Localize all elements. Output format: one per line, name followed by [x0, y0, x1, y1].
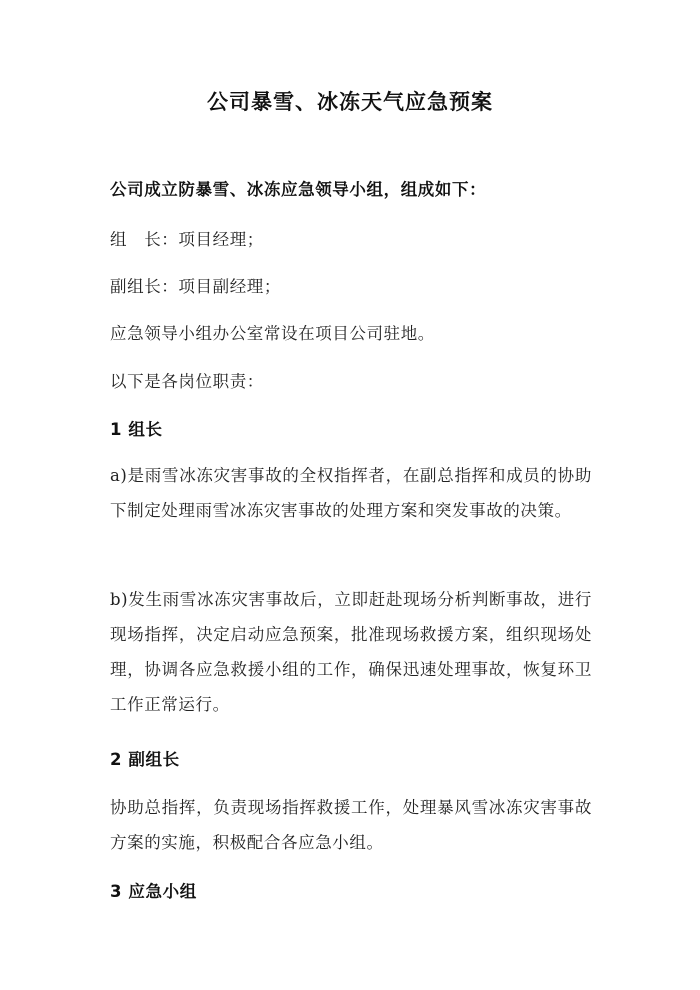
deputy-leader-line: 副组长：项目副经理；	[110, 277, 281, 296]
deputy-duty: 协助总指挥，负责现场指挥救援工作，处理暴风雪冰冻灾害事故方案的实施，积极配合各应急小组。	[110, 798, 592, 852]
section-heading-leader: 1 组长	[110, 420, 163, 439]
leader-line: 组 长：项目经理；	[110, 230, 264, 249]
office-location-line: 应急领导小组办公室常设在项目公司驻地。	[110, 324, 435, 343]
section-heading-emergency-team: 3 应急小组	[110, 882, 197, 901]
section-heading-deputy: 2 副组长	[110, 750, 180, 769]
leader-duty-a: a)是雨雪冰冻灾害事故的全权指挥者，在副总指挥和成员的协助下制定处理雨雪冰冻灾害事故的处理方案和突发事故的决策。	[110, 466, 592, 520]
duties-intro-line: 以下是各岗位职责：	[110, 372, 264, 391]
leader-duty-b: b)发生雨雪冰冻灾害事故后，立即赶赴现场分析判断事故，进行现场指挥，决定启动应急预案，批准现场救援方案，组织现场处理，协调各应急救援小组的工作，确保迅速处理事故，恢复环卫工作正常运行。	[110, 590, 592, 714]
document-title: 公司暴雪、冰冻天气应急预案	[207, 90, 493, 114]
intro-line: 公司成立防暴雪、冰冻应急领导小组，组成如下：	[110, 180, 487, 199]
